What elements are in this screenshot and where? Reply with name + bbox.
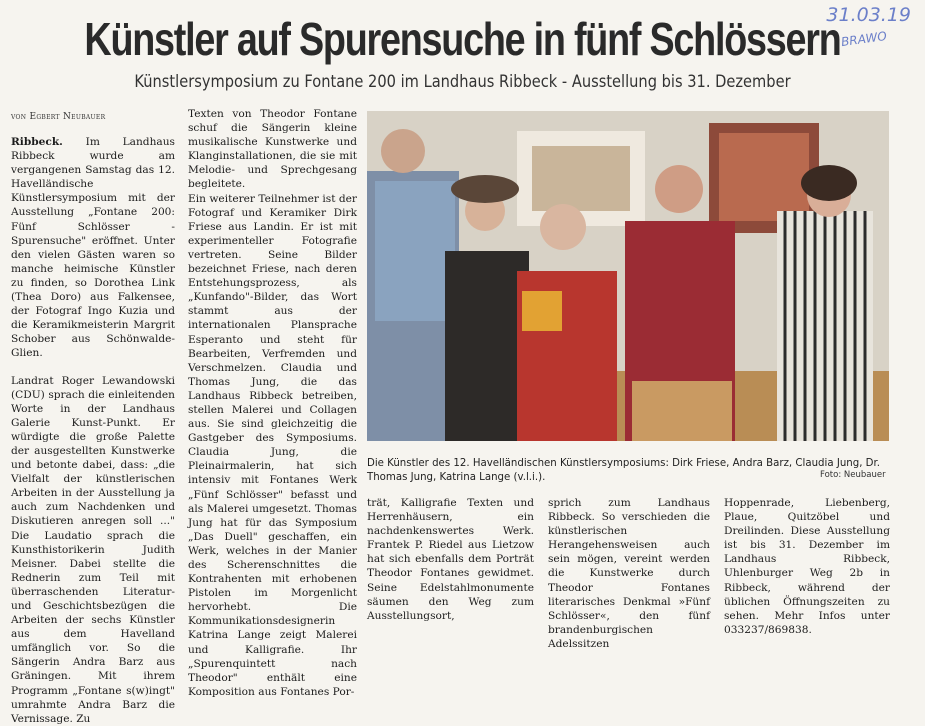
paragraph: Texten von Theodor Fontane schuf die Sängerin kleine musikalische Kunstwerke und Klanginstallationen, die sie mit Melodie- und Sprechgesang begleitete. bbox=[188, 108, 357, 191]
paragraph: Landrat Roger Lewandowski (CDU) sprach die einleitenden Worte in der Landhaus Galerie Kunst-Punkt. Er würdigte die große Palette der ausgestellten Kunstwerke und betonte dabei, dass: „die Vielfalt der künstlerischen Arbeiten in der Ausstellung ja auch zum Nachdenken und Diskutieren anregen soll ..." Die Laudatio sprach die Kunsthistorikerin Judith Meisner. Dabei stellte die Rednerin zum Teil mit überraschenden Literatur- und Geschichtsbezügen die Arbeiten der sechs Künstler aus dem Havelland umfänglich vor. So die Sängerin Andra Barz aus Gräningen. Mit ihrem Programm „Fontane s(w)ingt" umrahmte Andra Barz die Vernissage. Zu bbox=[11, 374, 175, 725]
article-column-3: trät, Kalligrafie Texten und Herrenhäusern, ein nachdenkenswertes Werk. Frantek P. Riedel aus Lietzow hat sich ebenfalls dem Porträt Theodor Fontanes gewidmet. Seine Edelstahlmonumente säumen den Weg zum Ausstellungsort, bbox=[367, 497, 534, 622]
article-column-2 bbox=[188, 107, 357, 699]
article-column-5: Hoppenrade, Liebenberg, Plaue, Quitzöbel und Dreilinden. Diese Ausstellung ist bis 31. Dezember im Landhaus Ribbeck, Uhlenburger Weg 2b in Ribbeck, während der üblichen Öffnungszeiten zu sehen. Mehr Infos unter 033237/869838. bbox=[724, 497, 890, 636]
subheadline: Künstlersymposium zu Fontane 200 im Landhaus Ribbeck - Ausstellung bis 31. Dezember bbox=[134, 72, 791, 92]
handwritten-tag: BRAWO bbox=[840, 28, 888, 50]
headline: Künstler auf Spurensuche in fünf Schlössern bbox=[84, 13, 841, 65]
handwritten-date: 31.03.19 bbox=[826, 4, 911, 26]
dateline: Ribbeck. bbox=[11, 136, 63, 148]
paragraph: Ein weiterer Teilnehmer ist der Fotograf und Keramiker Dirk Friese aus Landin. Er ist mit experimenteller Fotografie vertreten. Seine Bilder bezeichnet Friese, nach deren Entstehungsprozess, als „Kunfando"-Bilder, das Wort stammt aus der internationalen Plansprache Esperanto und steht für Bearbeiten, Verfremden und Verschmelzen. Claudia und Thomas Jung, die das Landhaus Ribbeck betreiben, stellen Malerei und Collagen aus. Sie sind gleichzeitig die Gastgeber des Symposiums. Claudia Jung, die Pleinairmalerin, hat sich intensiv mit Fontanes Werk „Fünf Schlösser" befasst und als Malerei umgesetzt. Thomas Jung hat für das Symposium „Das Duell" geschaffen, ein Werk, welches in der Manier des Scherenschnittes die Kontrahenten mit erhobenen Pistolen im Morgenlicht hervorhebt. Die Kommunikationsdesignerin Katrina Lange zeigt Malerei und Kalligrafie. Ihr „Spurenquintett nach Theodor" enthält eine Komposition aus Fontanes Por- bbox=[188, 192, 357, 698]
byline: von Egbert Neubauer bbox=[11, 112, 106, 122]
photo-credit: Foto: Neubauer bbox=[820, 470, 886, 480]
article-column-4: sprich zum Landhaus Ribbeck. So verschieden die künstlerischen Herangehensweisen auch sein mögen, vereint werden die Kunstwerke durch Theodor Fontanes literarisches Denkmal »Fünf Schlösser«, den fünf brandenburgischen Adelssitzen bbox=[548, 497, 710, 650]
photo-illustration bbox=[367, 111, 889, 441]
paragraph bbox=[11, 135, 175, 361]
group-photo bbox=[367, 111, 889, 441]
article-column-1 bbox=[11, 135, 175, 726]
paragraph-text: Im Landhaus Ribbeck wurde am vergangenen Samstag das 12. Havelländische Künstlersymposium mit der Ausstellung „Fontane 200: Fünf Schlösser - Spurensuche" eröffnet. Unter den vielen Gästen waren so manche heimische Künstler zu finden, so Dorothea Link (Thea Doro) aus Falkensee, der Fotograf Ingo Kuzia und die Keramikmeisterin Margrit Schober aus Schönwalde-Glien. bbox=[11, 136, 175, 360]
photo-caption: Die Künstler des 12. Havelländischen Künstlersymposiums: Dirk Friese, Andra Barz, Claudia Jung, Dr. Thomas Jung, Katrina Lange (v.l.i.). bbox=[367, 458, 881, 483]
